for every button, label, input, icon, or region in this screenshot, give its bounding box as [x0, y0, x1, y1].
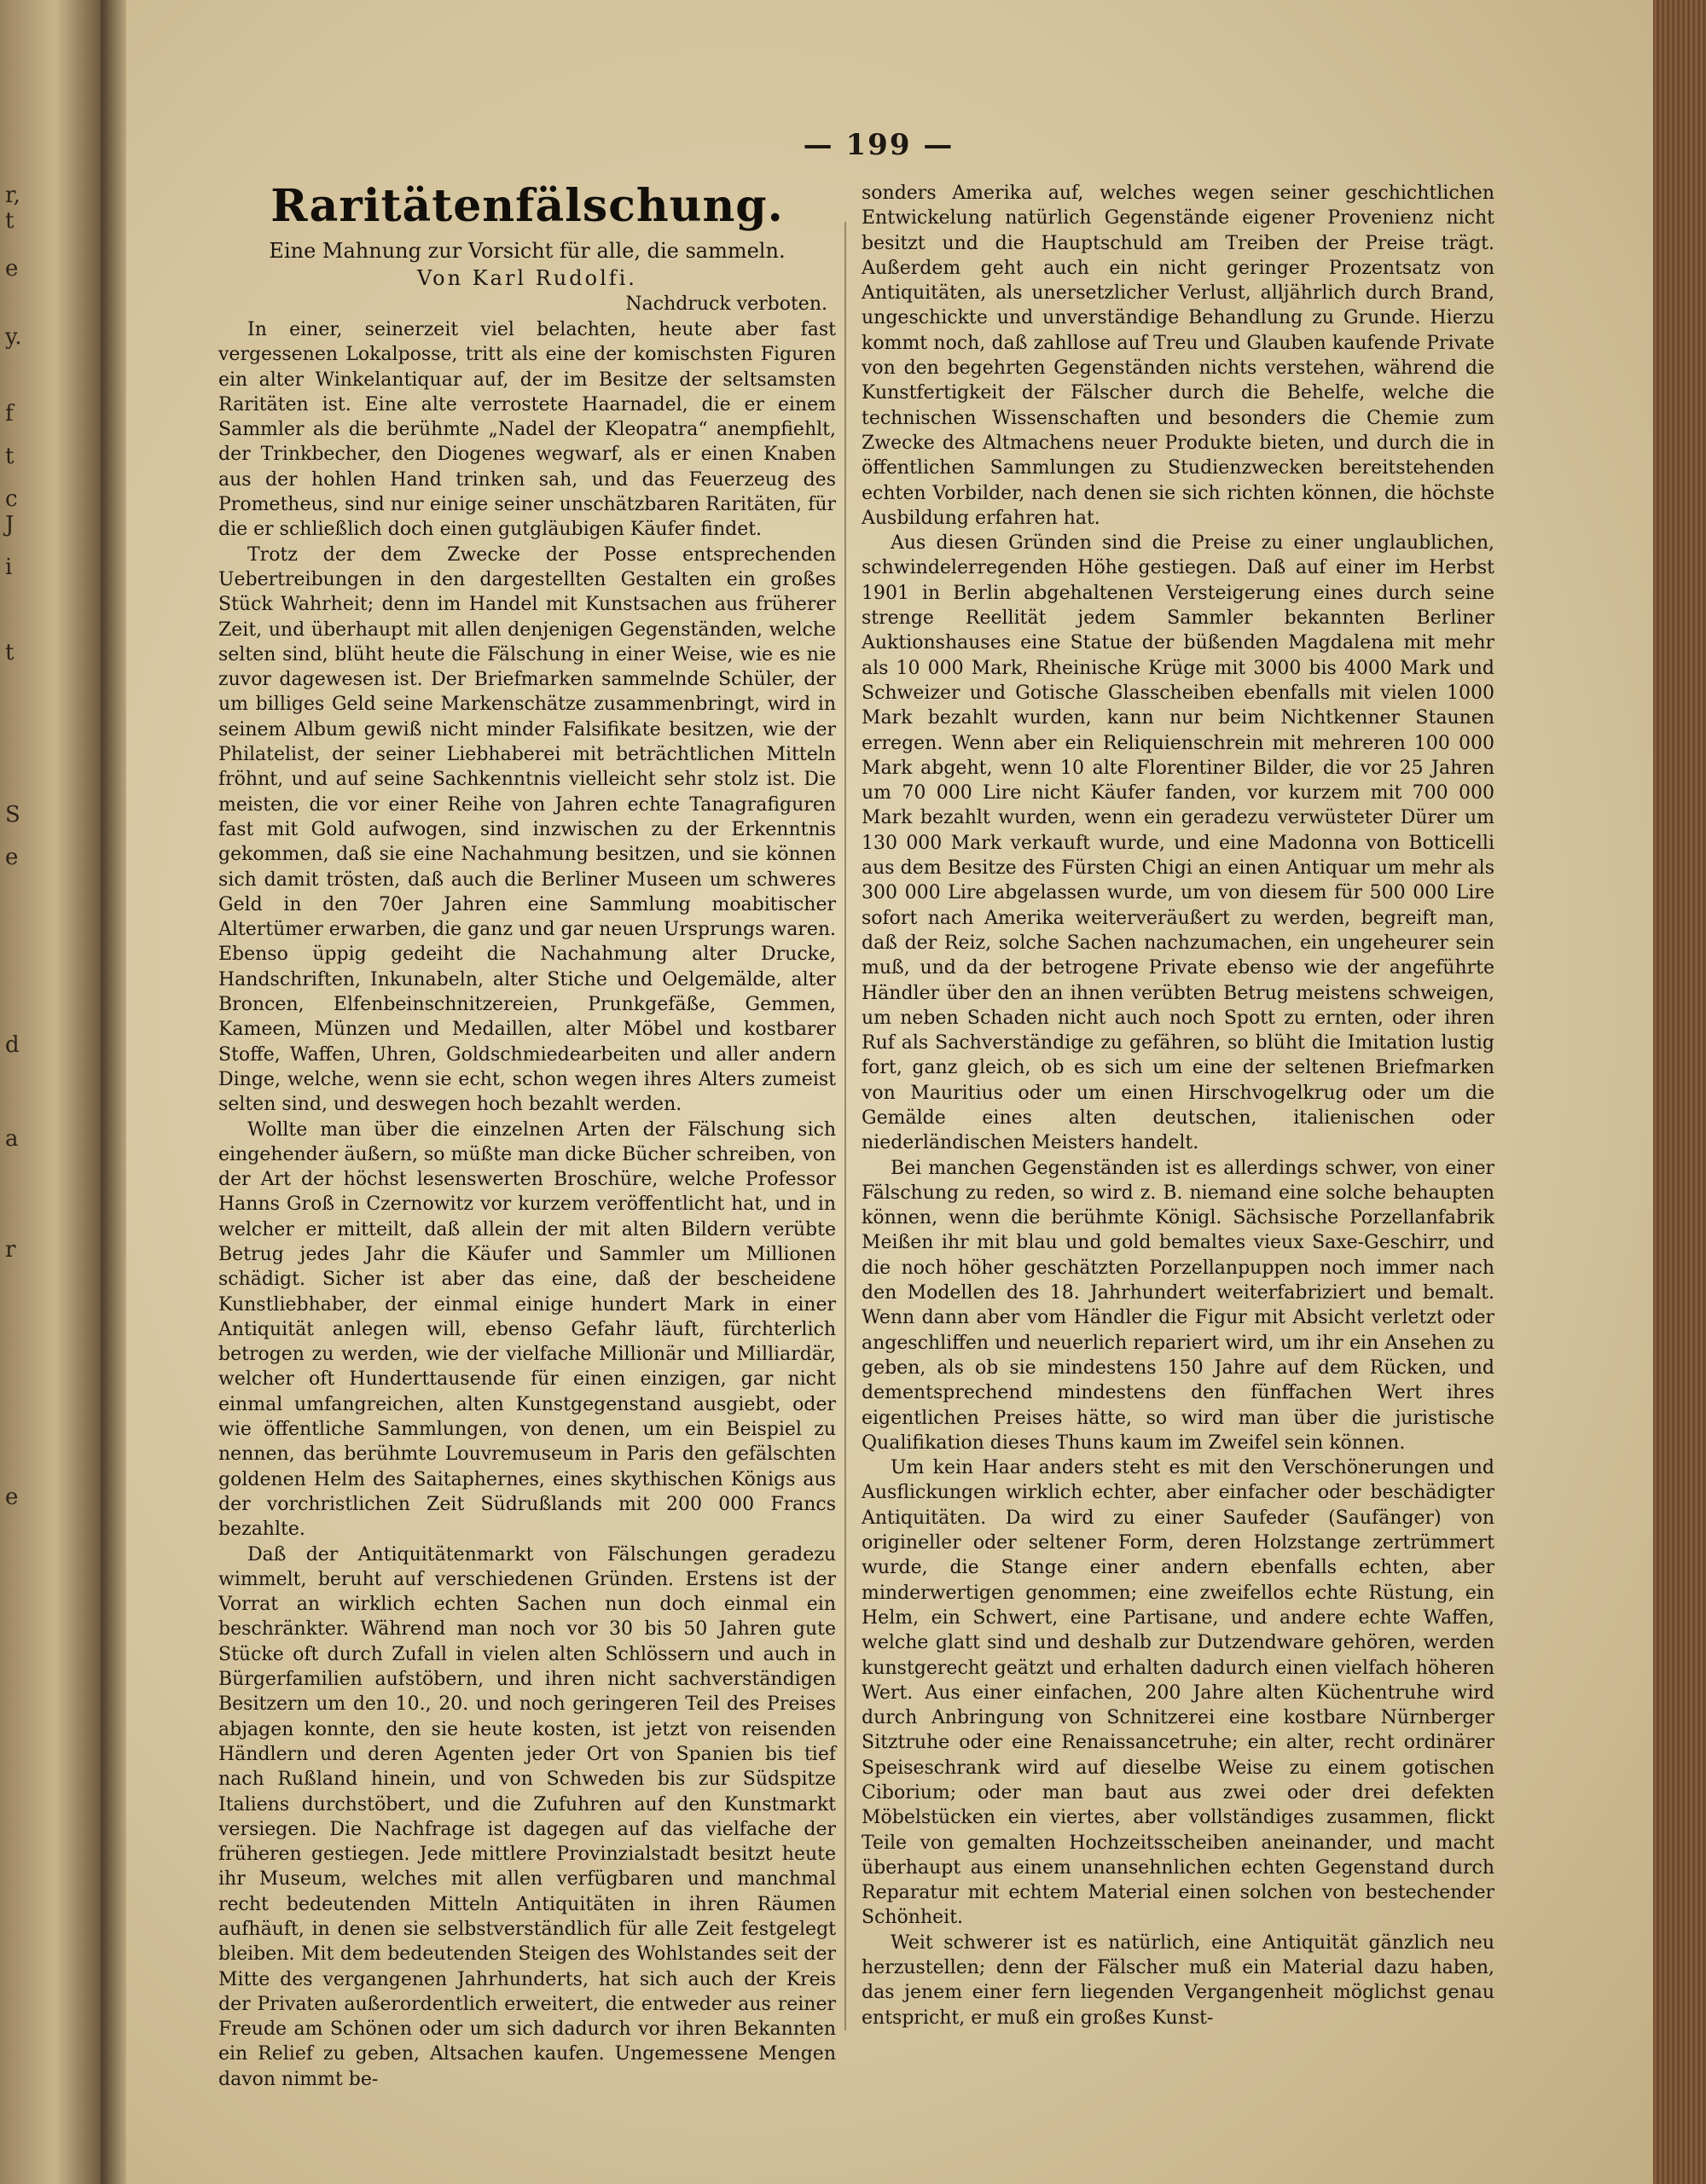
paragraph: Wollte man über die einzelnen Arten der Fälschung sich eingehender äußern, so müßte man dicke Bücher schreiben, von der Art der höchst lesenswerten Broschüre, welche Professor Hanns Groß in Czernowitz vor kurzem veröffentlicht hat, und in welcher er mitteilt, daß allein der mit alten Bildern verübte Betrug jedes Jahr die Käufer und Sammler um Millionen schädigt. Sicher ist aber das eine, daß der bescheidene Kunstliebhaber, der einmal einige hundert Mark in einer Antiquität anlegen will, ebenso Gefahr läuft, fürchterlich betrogen zu werden, wie der vielfache Millionär und Milliardär, welcher oft Hunderttausende für einen einzigen, gar nicht einmal umfangreichen, alten Kunstgegenstand ausgiebt, oder wie öffentliche Sammlungen, von denen, um ein Beispiel zu nennen, das berühmte Louvremuseum in Paris den gefälschten goldenen Helm des Saitaphernes, eines skythischen Königs aus der vorchristlichen Zeit Südrußlands mit 200 000 Francs bezahlte. — [218, 1118, 836, 1541]
right-column — [862, 181, 1494, 2030]
paragraph: Daß der Antiquitätenmarkt von Fälschungen geradezu wimmelt, beruht auf verschiedenen Gründen. Erstens ist der Vorrat an wirklich echten Sachen nun doch einmal ein beschränkter. Während man noch vor 30 bis 50 Jahren gute Stücke oft durch Zufall in vielen alten Schlössern und auch in Bürgerfamilien aufstöbern, und ihren nicht sachverständigen Besitzern um den 10., 20. und noch geringeren Teil des Preises abjagen konnte, den sie heute kosten, ist jetzt von reisenden Händlern und deren Agenten jeder Ort von Spanien bis tief nach Rußland hinein, und von Schweden bis zur Südspitze Italiens durchstöbert, und die Zufuhren auf den Kunstmarkt versiegen. Die Nachfrage ist dagegen auf das vielfache der früheren gestiegen. Jede mittlere Provinzialstadt besitzt heute ihr Museum, welches mit allen verfügbaren und manchmal recht bedeutenden Mitteln Antiquitäten in ihren Räumen aufhäuft, in denen sie selbstverständlich für alle Zeit festgelegt bleiben. Mit dem bedeutenden Steigen des Wohlstandes seit der Mitte des vergangenen Jahrhunderts, hat sich auch der Kreis der Privaten außerordentlich erweitert, die entweder aus reiner Freude am Schönen oder um sich dadurch vor ihren Bekannten ein Relief zu geben, Altsachen kaufen. Ungemessene Mengen davon nimmt be- — [218, 1543, 836, 2090]
left-column — [218, 179, 836, 2092]
margin-fragment: a — [5, 1126, 19, 1152]
margin-fragment: e — [5, 845, 19, 870]
margin-fragment: t — [5, 640, 15, 665]
paragraph: Um kein Haar anders steht es mit den Verschönerungen und Ausflickungen wirklich echter, aber einfacher oder beschädigter Antiquitäten. Da wird zu einer Saufeder (Saufänger) von origineller oder seltener Form, deren Holzstange zertrümmert wurde, die Stange einer andern ebenfalls echten, aber minderwertigen genommen; eine zweifellos echte Rüstung, ein Helm, ein Schwert, eine Partisane, und andere echte Waffen, welche glatt sind und deshalb zur Dutzendware gehören, werden kunstgerecht geätzt und erhalten dadurch einen vielfach höheren Wert. Aus einer einfachen, 200 Jahre alten Küchentruhe wird durch Anbringung von Schnitzerei eine kostbare Nürnberger Sitztruhe oder eine Renaissancetruhe; ein alter, recht ordinärer Speiseschrank wird auf dieselbe Weise zu einem gotischen Ciborium; oder man baut aus zwei oder drei defekten Möbelstücken ein viertes, aber vollständiges zusammen, flickt Teile von gemalten Hochzeitsscheiben aneinander, und macht überhaupt aus einem unansehnlichen echten Gegenstand durch Reparatur mit echtem Material einen solchen von bestechender Schönheit. — [862, 1457, 1494, 1929]
margin-fragment: d — [5, 1032, 20, 1058]
paragraph: sonders Amerika auf, welches wegen seiner geschichtlichen Entwickelung natürlich Gegenstände eigener Provenienz nicht besitzt und die Hauptschuld am Treiben der Preise trägt. Außerdem geht auch ein nicht geringer Prozentsatz von Antiquitäten, als unersetzlicher Verlust, alljährlich durch Brand, ungeschickte und unverständige Behandlung zu Grunde. Hierzu kommt noch, daß zahllose auf Treu und Glauben kaufende Private von den begehrten Gegenständen nichts verstehen, während die Kunstfertigkeit der Fälscher durch die Behelfe, welche die technischen Wissenschaften und besonders die Chemie zum Zwecke des Altmachens neuer Produkte bieten, und durch die in öffentlichen Sammlungen zu Studienzwecken bereitstehenden echten Vorbilder, nach denen sie sich richten können, die höchste Ausbildung erfahren hat. — [862, 183, 1494, 529]
article-author: Von Karl Rudolfi. — [417, 266, 637, 290]
margin-fragment: c — [5, 486, 18, 512]
paragraph: Aus diesen Gründen sind die Preise zu einer unglaublichen, schwindelerregenden Höhe gestiegen. Daß auf einer im Herbst 1901 in Berlin abgehaltenen Versteigerung eines durch seine strenge Reellität jedem Sammler bekannten Berliner Auktionshauses eine Statue der büßenden Magdalena mit mehr als 10 000 Mark, Rheinische Krüge mit 3000 bis 4000 Mark und Schweizer und Gotische Glasscheiben ebenfalls mit vielen 1000 Mark bezahlt wurden, kann nur beim Nichtkenner Staunen erregen. Wenn aber ein Reliquienschrein mit mehreren 100 000 Mark abgeht, wenn 10 alte Florentiner Bilder, die vor 25 Jahren um 70 000 Lire nicht Käufer fanden, vor kurzem mit 700 000 Mark bezahlt wurden, wenn ein geradezu verwüsteter Dürer um 130 000 Mark verkauft wurde, und eine Madonna von Botticelli aus dem Besitze des Fürsten Chigi an einen Antiquar um mehr als 300 000 Lire abgelassen wurde, um von diesem für 500 000 Lire sofort nach Amerika weiterveräußert zu werden, begreift man, daß der Reiz, solche Sachen nachzumachen, ein ungeheurer sein muß, und da der betrogene Private ebenso wie der angeführte Händler über den an ihnen verübten Betrug meistens schweigen, um neben Schaden nicht auch noch Spott zu ernten, oder ihren Ruf als Sachverständige zu gefähren, so blüht die Imitation lustig fort, ganz gleich, ob es sich um eine der seltenen Briefmarken von Mauritius oder um einen Hirschvogelkrug oder um die Gemälde eines alten deutschen, italienischen oder niederländischen Meisters handelt. — [862, 532, 1494, 1154]
article-subtitle: Eine Mahnung zur Vorsicht für alle, die sammeln. — [269, 239, 786, 263]
article-title: Raritätenfälschung. — [270, 180, 784, 232]
margin-fragment: r, — [5, 183, 20, 208]
reprint-notice: Nachdruck verboten. — [625, 293, 827, 315]
margin-fragment: e — [5, 1484, 19, 1510]
paragraph: Bei manchen Gegenständen ist es allerdings schwer, von einer Fälschung zu reden, so wird z. B. niemand eine solche behaupten können, wenn die berühmte Königl. Sächsische Porzellanfabrik Meißen ihr mit blau und gold bemaltes vieux Saxe-Geschirr, und die noch höher geschätzten Porzellanpuppen noch immer nach den Modellen des 18. Jahrhundert weiterfabriziert und bemalt. Wenn dann aber vom Händler die Figur mit Absicht verletzt oder angeschliffen und neuerlich repariert wird, um ihr ein Ansehen zu geben, als ob sie mindestens 150 Jahre auf dem Rücken, und dementsprechend mindestens den fünffachen Wert ihres eigentlichen Preises hätte, so wird man über die juristische Qualifikation dieses Thuns kaum im Zweifel sein können. — [862, 1157, 1494, 1454]
margin-fragment: y. — [5, 324, 22, 350]
paragraph: In einer, seinerzeit viel belachten, heute aber fast vergessenen Lokalposse, tritt als eine der komischsten Figuren ein alter Winkelantiquar auf, der im Besitze der seltsamsten Raritäten ist. Eine alte verrostete Haarnadel, die er einem Sammler als die berühmte „Nadel der Kleopatra“ anempfiehlt, der Trinkbecher, den Diogenes wegwarf, als er einen Knaben aus der hohlen Hand trinken sah, und das Feuerzeug des Prometheus, sind nur einige seiner unschätzbaren Raritäten, für die er schließlich doch einen gutgläubigen Käufer findet. — [218, 319, 836, 541]
book-gutter — [101, 0, 126, 2184]
margin-fragment: t — [5, 444, 15, 469]
book-page-edges — [1653, 0, 1706, 2184]
margin-fragment: t — [5, 208, 15, 234]
margin-fragment: S — [5, 802, 20, 828]
margin-fragment: f — [5, 401, 14, 427]
margin-fragment: r — [5, 1237, 16, 1263]
paragraph: Trotz der dem Zwecke der Posse entsprechenden Uebertreibungen in den dargestellten Gestalten ein großes Stück Wahrheit; denn im Handel mit Kunstsachen aus früherer Zeit, und überhaupt mit allen denjenigen Gegenständen, welche selten sind, blüht heute die Fälschung in einer Weise, wie es nie zuvor dagewesen ist. Der Briefmarken sammelnde Schüler, der um billiges Geld seine Markenschätze zusammenbringt, wird in seinem Album gewiß nicht minder Falsifikate besitzen, wie der Philatelist, der seiner Liebhaberei mit beträchtlichen Mitteln fröhnt, und auf seine Sachkenntnis vielleicht sehr stolz ist. Die meisten, die vor einer Reihe von Jahren echte Tanagrafiguren fast mit Gold aufwogen, sind inzwischen zu der Erkenntnis gekommen, daß sie eine Nachahmung besitzen, und sie können sich damit trösten, daß auch die Berliner Museen um schweres Geld in den 70er Jahren eine Sammlung moabitischer Altertümer erwarben, die ganz und gar neuen Ursprungs waren. Ebenso üppig gedeiht die Nachahmung alter Drucke, Handschriften, Inkunabeln, alter Stiche und Oelgemälde, alter Broncen, Elfenbeinschnitzereien, Prunkgefäße, Gemmen, Kameen, Münzen und Medaillen, alter Möbel und kostbarer Stoffe, Waffen, Uhren, Goldschmiedearbeiten und aller andern Dinge, welche, wenn sie echt, schon wegen ihres Alters zumeist selten sind, und deswegen hoch bezahlt werden. — [218, 543, 837, 1116]
margin-fragment: J — [5, 512, 15, 537]
column-divider — [844, 222, 846, 2030]
adjacent-page-strip — [0, 0, 101, 2184]
page-number: — 199 — — [803, 128, 955, 162]
margin-fragment: i — [5, 555, 13, 580]
margin-fragment: e — [5, 256, 19, 282]
paragraph: Weit schwerer ist es natürlich, eine Antiquität gänzlich neu herzustellen; denn der Fälscher muß ein Material dazu haben, das jenem einer fern liegenden Vergangenheit möglichst genau entspricht, er muß ein großes Kunst- — [862, 1931, 1494, 2029]
